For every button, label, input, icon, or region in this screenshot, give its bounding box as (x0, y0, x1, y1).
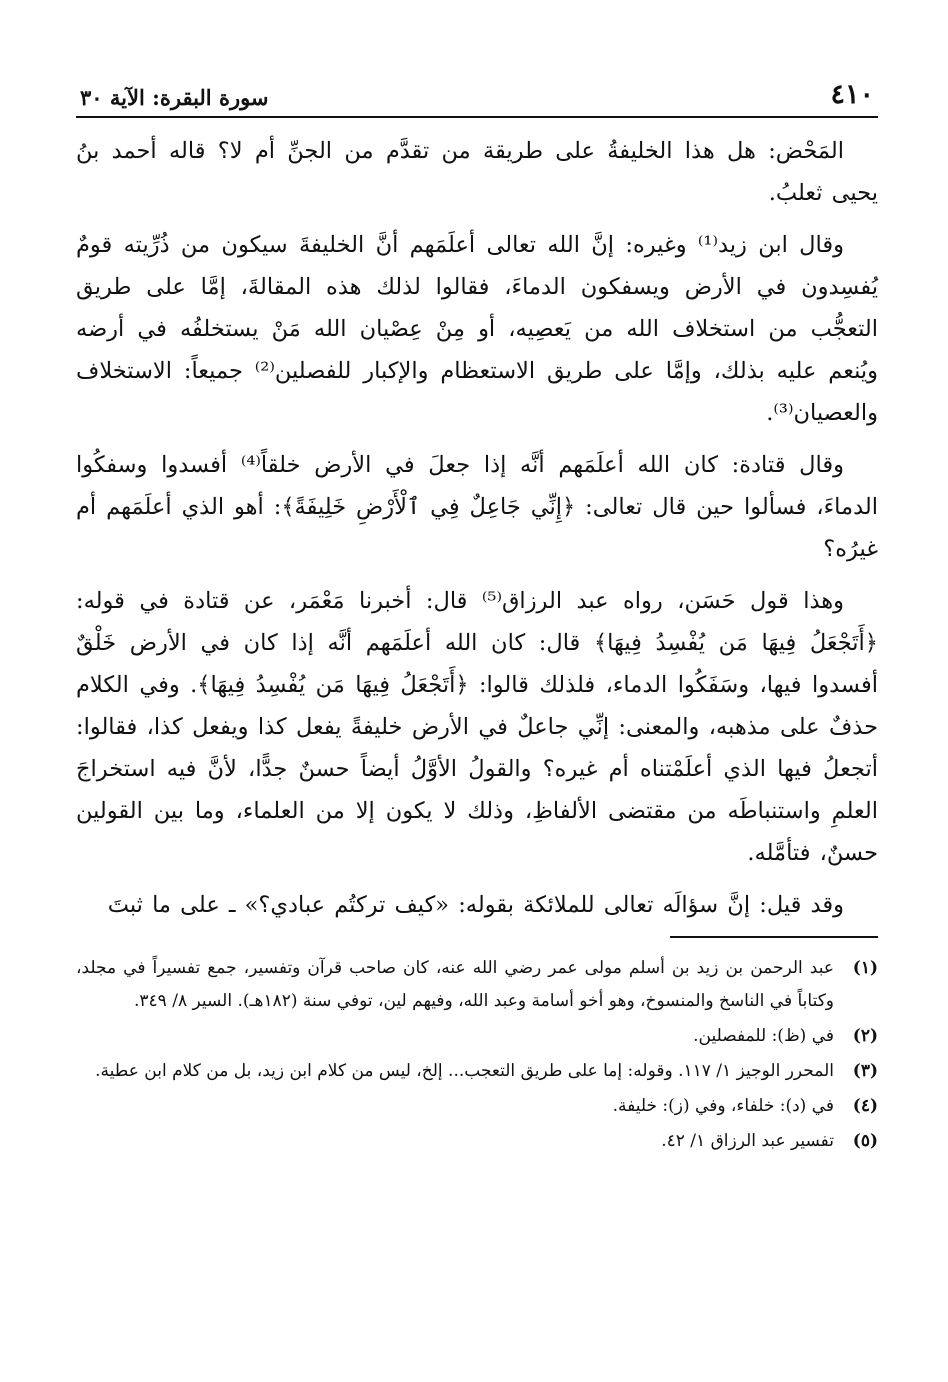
footnote-number: (١) (852, 958, 878, 978)
paragraph: المَحْض: هل هذا الخليفةُ على طريقة من تقدَّم من الجنِّ أم لا؟ قاله أحمد بنُ يحيى ثعلبُ. (76, 138, 878, 206)
paragraph: وهذا قول حَسَن، رواه عبد الرزاق⁽⁵⁾ قال: أخبرنا مَعْمَر، عن قتادة في قوله: ﴿أَتَجْعَلُ فِيهَا مَن يُفْسِدُ فِيهَا﴾ قال: كان الله أعلَمَهم أنَّه إذا كان في الأرض خَلْقٌ أفسدوا فيها، وسَفَكُوا الدماء، فلذلك قالوا: ﴿أَتَجْعَلُ فِيهَا مَن يُفْسِدُ فِيهَا﴾. وفي الكلام حذفٌ على مذهبه، والمعنى: إنِّي جاعلٌ في الأرض خليفةً يفعل كذا ويفعل كذا، فقالوا: أتجعلُ فيها الذي أعلَمْتناه أم غيره؟ والقولُ الأوَّلُ أيضاً حسنٌ جدًّا، لأنَّ فيه استخراجَ العلمِ واستنباطَه من مقتضى الألفاظِ، وذلك لا يكون إلا من العلماء، وما بين القولين حسنٌ، فتأمَّله. (76, 588, 878, 866)
paragraph: وقد قيل: إنَّ سؤالَه تعالى للملائكة بقوله: «كيف تركتُم عبادي؟» ـ على ما ثبتَ (107, 892, 844, 918)
footnotes (76, 952, 878, 1158)
footnote-number: (٣) (852, 1061, 878, 1081)
running-title: سورة البقرة: الآية ٣٠ (80, 85, 269, 110)
page-header (76, 78, 878, 118)
footnote-separator (670, 936, 878, 938)
footnote-text: المحرر الوجيز ١/ ١١٧. وقوله: إما على طريق التعجب... إلخ، ليس من كلام ابن زيد، بل من كلام ابن عطية. (95, 1061, 834, 1081)
footnote-number: (٤) (852, 1096, 878, 1116)
footnote (76, 1125, 878, 1158)
footnote-text: تفسير عبد الرزاق ١/ ٤٢. (661, 1131, 834, 1151)
main-text (76, 130, 878, 926)
paragraph: وقال ابن زيد⁽¹⁾ وغيره: إنَّ الله تعالى أعلَمَهم أنَّ الخليفةَ سيكون من ذُرِّيته قومٌ يُفسِدون في الأرض ويسفكون الدماءَ، فقالوا لذلك هذه المقالةَ، إمَّا على طريق التعجُّب من استخلاف الله من يَعصِيه، أو مِنْ عِصْيان الله مَنْ يستخلفُه في أرضه ويُنعم عليه بذلك، وإمَّا على طريق الاستعظام والإكبار للفصلين⁽²⁾ جميعاً: الاستخلاف والعصيان⁽³⁾. (76, 232, 879, 426)
footnote (76, 1020, 878, 1053)
footnote (76, 1090, 878, 1123)
page-number: ٤١٠ (830, 79, 874, 110)
footnote (76, 1055, 878, 1088)
footnote-text: في (د): خلفاء، وفي (ز): خليفة. (612, 1096, 834, 1116)
footnote-number: (٢) (852, 1026, 878, 1046)
footnote-text: عبد الرحمن بن زيد بن أسلم مولى عمر رضي الله عنه، كان صاحب قرآن وتفسير، جمع تفسيراً في مجلد، وكتاباً في الناسخ والمنسوخ، وهو أخو أسامة وعبد الله، وفيهم لين، توفي سنة (١٨٢هـ). السير ٨/ ٣٤٩. (76, 958, 834, 1011)
paragraph: وقال قتادة: كان الله أعلَمَهم أنَّه إذا جعلَ في الأرض خلقاً⁽⁴⁾ أفسدوا وسفكُوا الدماءَ، فسألوا حين قال تعالى: ﴿إِنِّي جَاعِلٌ فِي ٱلْأَرْضِ خَلِيفَةً﴾: أهو الذي أعلَمَهم أم غيرُه؟ (76, 452, 878, 562)
footnote (76, 952, 878, 1018)
footnote-number: (٥) (852, 1131, 878, 1151)
footnote-text: في (ظ): للمفصلين. (693, 1026, 834, 1046)
